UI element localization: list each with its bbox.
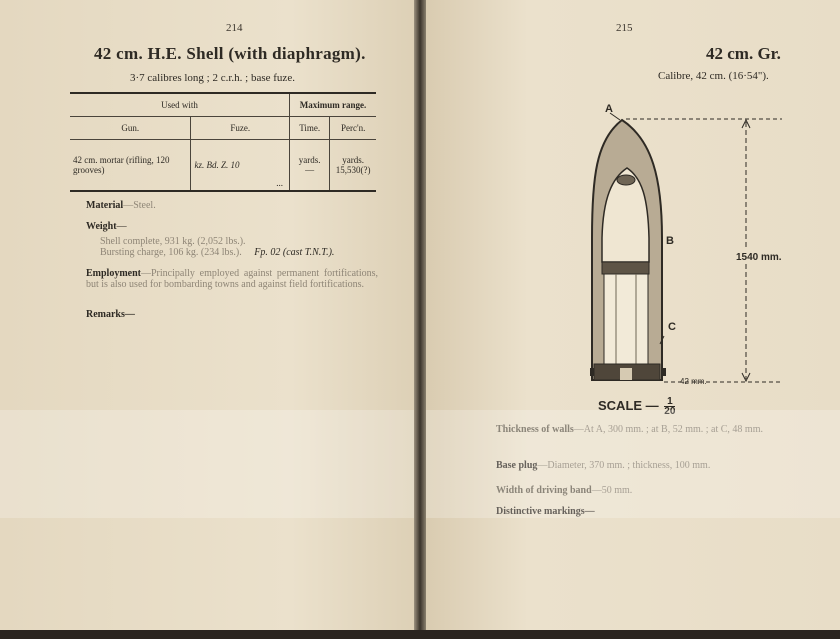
shell-subtitle: 3·7 calibres long ; 2 c.r.h. ; base fuze.: [130, 72, 295, 84]
header-max-range: Maximum range.: [290, 93, 376, 117]
thickness-text: —At A, 300 mm. ; at B, 52 mm. ; at C, 48 mm.: [573, 424, 763, 435]
bursting-charge-line: [100, 247, 334, 258]
page-number-left: 214: [226, 22, 243, 34]
weight-line: [86, 221, 127, 232]
band-label: Width of driving band: [496, 485, 592, 496]
calibre-subtitle: Calibre, 42 cm. (16·54").: [658, 70, 769, 82]
label-b: B: [666, 235, 674, 247]
filling: Fp. 02 (cast T.N.T.).: [254, 247, 335, 258]
weight-label: Weight: [86, 221, 117, 232]
label-a: A: [605, 103, 613, 115]
leader-a: [610, 113, 620, 120]
cell-percn: [330, 140, 376, 192]
header-used-with: Used with: [70, 93, 290, 117]
length-label: 1540 mm.: [736, 252, 782, 263]
base-fuze: [620, 368, 632, 380]
label-c: C: [668, 321, 676, 333]
base-plug-text: —Diameter, 370 mm. ; thickness, 100 mm.: [537, 460, 711, 471]
employment-text: —Principally employed against permanent fortifications, but is also used for bombarding towns and against field fortifications.: [86, 268, 378, 290]
book-gutter: [414, 0, 426, 639]
cell-dots: ...: [273, 140, 289, 192]
scale-numerator: 1: [664, 397, 675, 407]
weight-dash: —: [116, 221, 127, 232]
remarks-label: Remarks—: [86, 309, 135, 320]
cell-fuze: kz. Bd. Z. 10: [191, 140, 273, 192]
time-value: —: [305, 165, 315, 175]
time-unit: yards.: [298, 155, 321, 165]
shell-title-right: 42 cm. Gr.: [706, 44, 781, 63]
material-label: Material: [86, 200, 124, 211]
band-text: —50 mm.: [591, 485, 633, 496]
diaphragm: [602, 262, 649, 274]
lower-chamber: [604, 274, 648, 364]
employment-para: [86, 268, 378, 290]
shell-title: 42 cm. H.E. Shell (with diaphragm).: [94, 44, 366, 63]
percn-value: 15,530(?): [335, 165, 371, 175]
scale-text: SCALE —: [598, 397, 659, 413]
cell-gun: 42 cm. mortar (rifling, 120 grooves): [70, 140, 191, 192]
left-page: [0, 0, 416, 633]
table-row: [70, 140, 376, 192]
spec-table: [70, 92, 376, 192]
cell-time: [290, 140, 330, 192]
header-fuze: Fuze.: [191, 117, 290, 140]
driving-band: [662, 368, 666, 376]
base-thickness-label: 42 mm.: [680, 377, 707, 386]
driving-band: [590, 368, 594, 376]
percn-unit: yards.: [342, 155, 365, 165]
page-number-right: 215: [616, 22, 633, 34]
material-line: [86, 200, 156, 211]
header-gun: Gun.: [70, 117, 191, 140]
header-percn: Perc'n.: [330, 117, 376, 140]
base-plug-label: Base plug: [496, 460, 538, 471]
header-time: Time.: [290, 117, 330, 140]
scale-denominator: 20: [664, 406, 676, 417]
shell-diagram: [560, 98, 820, 418]
employment-label: Employment: [86, 268, 141, 279]
material-value: —Steel.: [123, 200, 156, 211]
nose-plug: [617, 175, 635, 185]
markings-label: Distinctive markings—: [496, 506, 595, 517]
shell-complete: Shell complete, 931 kg. (2,052 lbs.).: [100, 236, 246, 247]
thickness-label: Thickness of walls: [496, 424, 574, 435]
bottom-edge: [0, 630, 840, 639]
bursting-charge: Bursting charge, 106 kg. (234 lbs.).: [100, 247, 242, 258]
